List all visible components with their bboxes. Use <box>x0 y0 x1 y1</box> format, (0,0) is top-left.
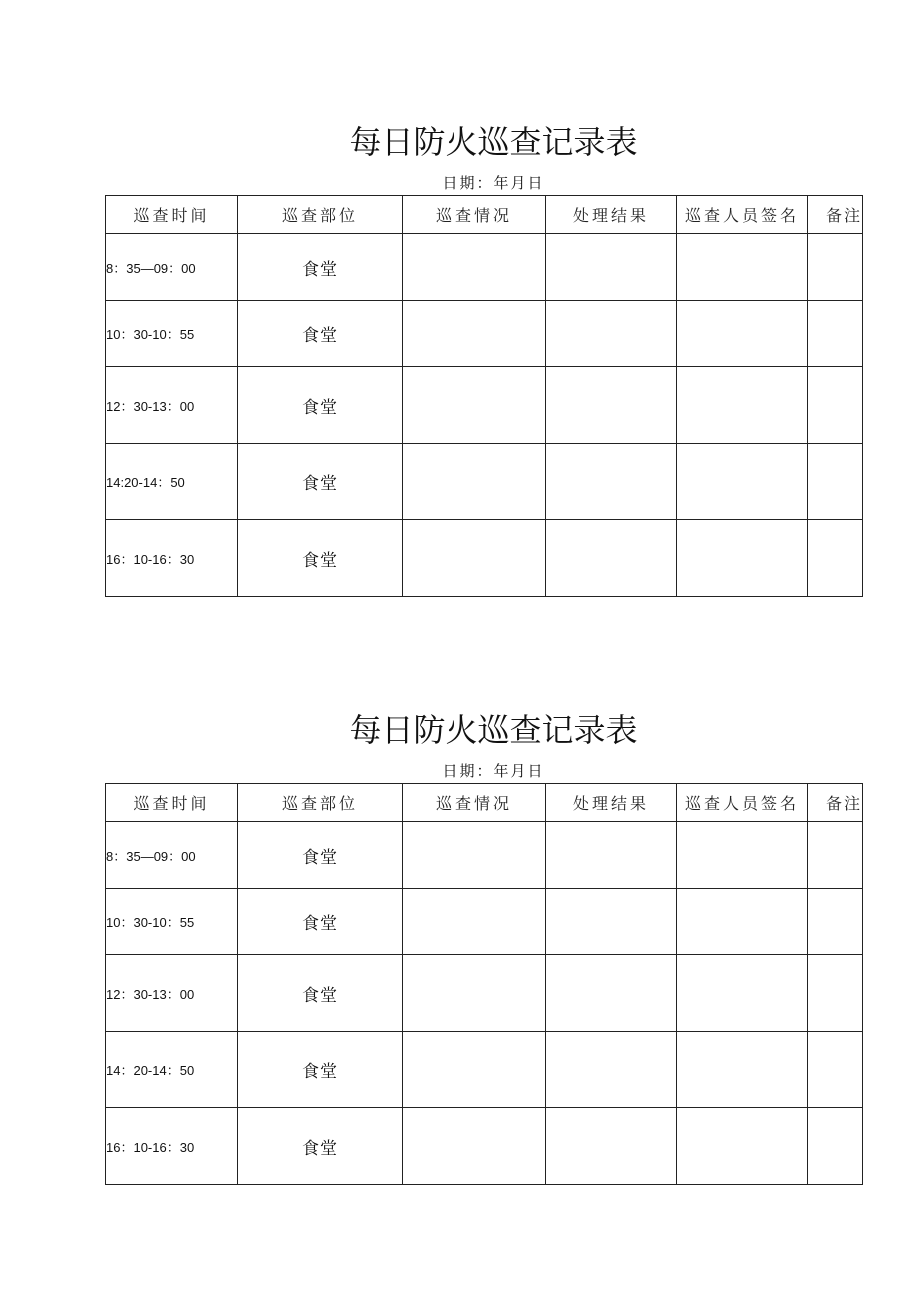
header-row <box>106 196 863 234</box>
remarks-cell[interactable] <box>808 1108 863 1185</box>
status-cell[interactable] <box>403 1032 546 1108</box>
table-row <box>106 955 863 1032</box>
status-cell[interactable] <box>403 234 546 301</box>
table-row <box>106 367 863 444</box>
result-cell[interactable] <box>546 367 677 444</box>
patrol-log-table <box>105 783 863 1185</box>
location-cell: 食堂 <box>238 367 403 444</box>
remarks-cell[interactable] <box>808 367 863 444</box>
time-cell: 8：35—09：00 <box>106 822 238 889</box>
header-row <box>106 784 863 822</box>
table-row <box>106 234 863 301</box>
remarks-cell[interactable] <box>808 1032 863 1108</box>
signature-cell[interactable] <box>677 1108 808 1185</box>
table-row <box>106 1108 863 1185</box>
status-cell[interactable] <box>403 822 546 889</box>
result-cell[interactable] <box>546 822 677 889</box>
location-cell: 食堂 <box>238 520 403 597</box>
status-cell[interactable] <box>403 444 546 520</box>
header-remarks: 备注 <box>808 784 863 822</box>
result-cell[interactable] <box>546 301 677 367</box>
remarks-cell[interactable] <box>808 444 863 520</box>
header-patrol-location: 巡查部位 <box>238 784 403 822</box>
result-cell[interactable] <box>546 889 677 955</box>
status-cell[interactable] <box>403 955 546 1032</box>
table-row <box>106 444 863 520</box>
location-cell: 食堂 <box>238 444 403 520</box>
time-cell: 16：10-16：30 <box>106 520 238 597</box>
remarks-cell[interactable] <box>808 234 863 301</box>
result-cell[interactable] <box>546 444 677 520</box>
status-cell[interactable] <box>403 889 546 955</box>
time-cell: 10：30-10：55 <box>106 889 238 955</box>
form-title: 每日防火巡查记录表 <box>349 711 638 749</box>
table-row <box>106 1032 863 1108</box>
table-row <box>106 520 863 597</box>
signature-cell[interactable] <box>677 367 808 444</box>
table-row <box>106 301 863 367</box>
location-cell: 食堂 <box>238 889 403 955</box>
location-cell: 食堂 <box>238 955 403 1032</box>
remarks-cell[interactable] <box>808 955 863 1032</box>
header-inspector-signature: 巡查人员签名 <box>677 784 808 822</box>
remarks-cell[interactable] <box>808 301 863 367</box>
signature-cell[interactable] <box>677 234 808 301</box>
remarks-cell[interactable] <box>808 822 863 889</box>
patrol-log-table <box>105 195 863 597</box>
time-cell: 8：35—09：00 <box>106 234 238 301</box>
header-patrol-status: 巡查情况 <box>403 196 546 234</box>
header-handling-result: 处理结果 <box>546 196 677 234</box>
time-cell: 10：30-10：55 <box>106 301 238 367</box>
status-cell[interactable] <box>403 367 546 444</box>
location-cell: 食堂 <box>238 822 403 889</box>
signature-cell[interactable] <box>677 520 808 597</box>
table-row <box>106 889 863 955</box>
remarks-cell[interactable] <box>808 889 863 955</box>
header-patrol-time: 巡查时间 <box>106 196 238 234</box>
result-cell[interactable] <box>546 955 677 1032</box>
form-title: 每日防火巡查记录表 <box>349 123 638 161</box>
time-cell: 12：30-13：00 <box>106 955 238 1032</box>
result-cell[interactable] <box>546 1108 677 1185</box>
time-cell: 14:20-14：50 <box>106 444 238 520</box>
location-cell: 食堂 <box>238 301 403 367</box>
signature-cell[interactable] <box>677 822 808 889</box>
time-cell: 16：10-16：30 <box>106 1108 238 1185</box>
date-line: 日期：年月日 <box>442 762 545 780</box>
header-remarks: 备注 <box>808 196 863 234</box>
signature-cell[interactable] <box>677 889 808 955</box>
date-line: 日期：年月日 <box>442 174 545 192</box>
signature-cell[interactable] <box>677 444 808 520</box>
result-cell[interactable] <box>546 234 677 301</box>
location-cell: 食堂 <box>238 1108 403 1185</box>
signature-cell[interactable] <box>677 955 808 1032</box>
signature-cell[interactable] <box>677 1032 808 1108</box>
time-cell: 14：20-14：50 <box>106 1032 238 1108</box>
status-cell[interactable] <box>403 301 546 367</box>
result-cell[interactable] <box>546 520 677 597</box>
header-handling-result: 处理结果 <box>546 784 677 822</box>
table-row <box>106 822 863 889</box>
signature-cell[interactable] <box>677 301 808 367</box>
header-patrol-location: 巡查部位 <box>238 196 403 234</box>
header-inspector-signature: 巡查人员签名 <box>677 196 808 234</box>
result-cell[interactable] <box>546 1032 677 1108</box>
header-patrol-time: 巡查时间 <box>106 784 238 822</box>
status-cell[interactable] <box>403 1108 546 1185</box>
status-cell[interactable] <box>403 520 546 597</box>
location-cell: 食堂 <box>238 1032 403 1108</box>
time-cell: 12：30-13：00 <box>106 367 238 444</box>
location-cell: 食堂 <box>238 234 403 301</box>
header-patrol-status: 巡查情况 <box>403 784 546 822</box>
remarks-cell[interactable] <box>808 520 863 597</box>
